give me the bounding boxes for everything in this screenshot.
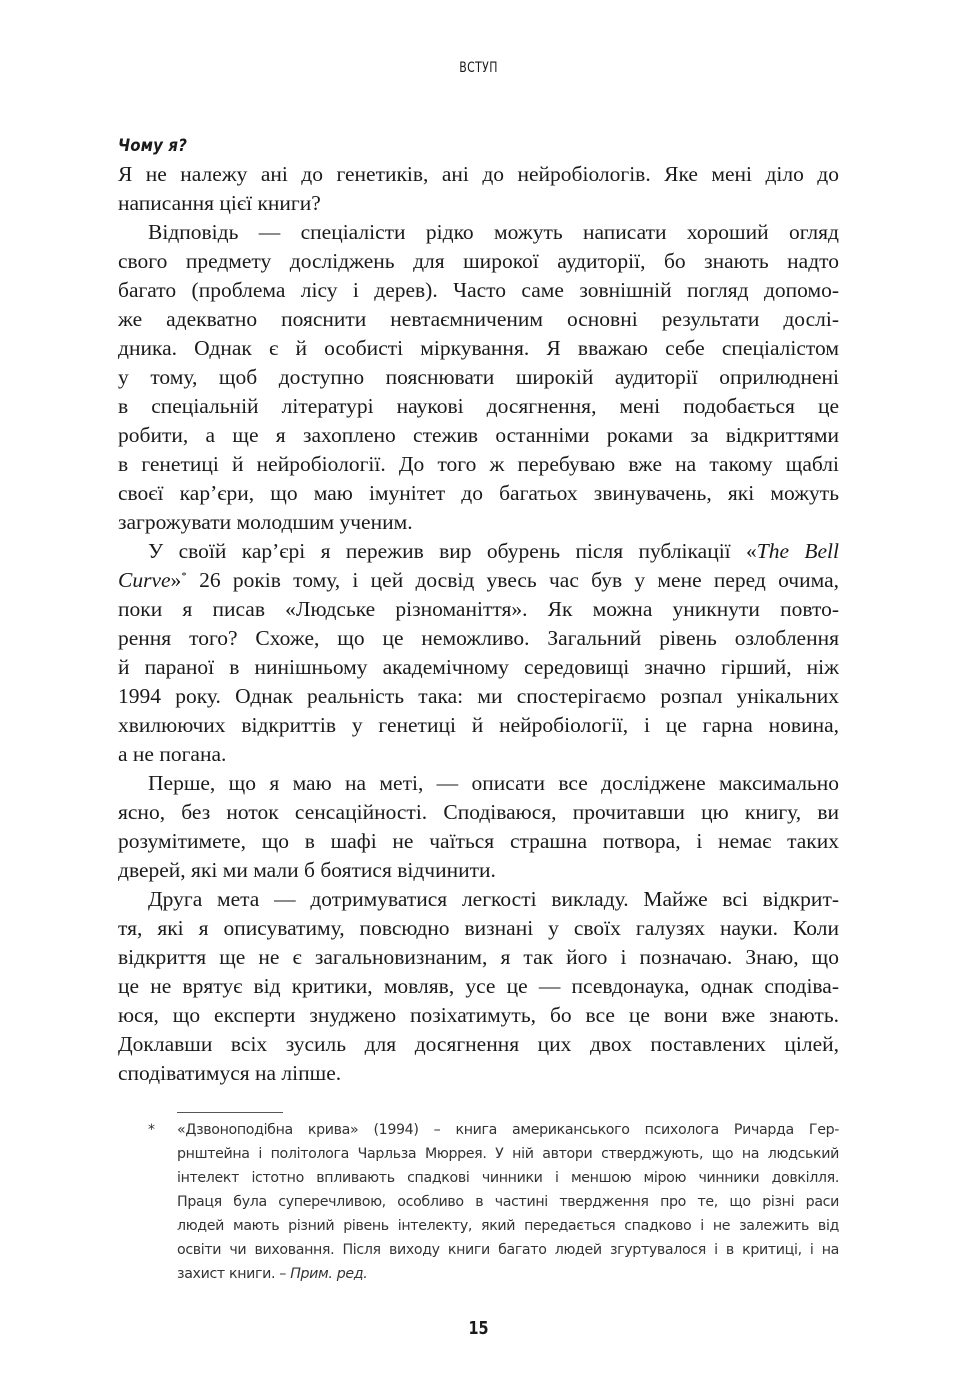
text-line: написання цієї книги?	[118, 191, 321, 215]
footnote-line: інтелект істотно впливають спадкові чинники і меншою мірою чинники довкілля.	[177, 1170, 839, 1186]
book-title: The Bell	[756, 539, 840, 563]
text-line: дверей, які ми мали б боятися відчинити.	[118, 858, 496, 882]
text-line: Доклавши всіх зусиль для досягнення цих двох поставлених цілей,	[118, 1032, 839, 1056]
text-line: багато (проблема лісу і дерев). Часто саме зовнішній погляд допомо-	[118, 278, 839, 302]
text-line: відкриття ще не є загальновизнаним, я так його і позначаю. Знаю, що	[118, 945, 839, 969]
text-line: у тому, щоб доступно пояснювати широкій аудиторії оприлюднені	[118, 365, 839, 389]
text-line: своєї кар’єри, що маю імунітет до багатьох звинувачень, які можуть	[118, 481, 839, 505]
text-line: 1994 року. Однак реальність така: ми спостерігаємо розпал унікальних	[118, 684, 839, 708]
footnote-ref[interactable]: *	[181, 570, 187, 582]
text-line: розумітимете, що в шафі не чаїться страшна потвора, і немає таких	[118, 829, 839, 853]
footnote-line: захист книги. – Прим. ред.	[177, 1266, 368, 1282]
text-line: це не врятує від критики, мовляв, усе це — псевдонаука, однак сподіва-	[118, 974, 839, 998]
footnote-text	[177, 1118, 839, 1286]
paragraph	[118, 160, 839, 218]
text-line: й параної в нинішньому академічному середовищі значно гірший, ніж	[118, 655, 839, 679]
text-line: сподіватимуся на ліпше.	[118, 1061, 342, 1085]
text-line: Відповідь — спеціалісти рідко можуть написати хороший огляд	[148, 220, 839, 244]
editor-note: Прим. ред.	[290, 1266, 368, 1282]
text-line: Curve»* 26 років тому, і цей досвід увесь час був у мене перед очима,	[118, 568, 840, 592]
text-line: робити, а ще я захоплено стежив останніми роками за відкриттями	[118, 423, 839, 447]
text-line: а не погана.	[118, 742, 227, 766]
paragraph	[118, 885, 839, 1088]
text-line: тя, які я описуватиму, повсюдно визнані у своїх галузях науки. Коли	[118, 916, 839, 940]
text-line: рення того? Схоже, що це неможливо. Загальний рівень озлоблення	[118, 626, 839, 650]
text-line: ясно, без ноток сенсаційності. Сподіваюся, прочитавши цю книгу, ви	[118, 800, 839, 824]
footnote-line: людей мають різний рівень інтелекту, який передається спадково і не залежить від	[177, 1218, 839, 1234]
footnote-divider	[177, 1112, 283, 1113]
book-title: Curve	[118, 568, 171, 592]
text-line: свого предмету досліджень для широкої аудиторії, бо знають надто	[118, 249, 839, 273]
text-line: же адекватно пояснити невтаємниченим основні результати дослі-	[118, 307, 839, 331]
footnote-line: освіти чи виховання. Після виходу книги багато людей згуртувалося і в критиці, і на	[177, 1242, 839, 1258]
paragraph	[118, 537, 839, 769]
footnote-line: Праця була суперечливою, особливо в частині твердження про те, що різні раси	[177, 1194, 839, 1210]
text-line: Я не належу ані до генетиків, ані до нейробіологів. Яке мені діло до	[118, 162, 839, 186]
text-line: Друга мета — дотримуватися легкості викладу. Майже всі відкрит-	[148, 887, 839, 911]
text-line: дника. Однак є й особисті міркування. Я вважаю себе спеціалістом	[118, 336, 839, 360]
text-line: Перше, що я маю на меті, — описати все досліджене максимально	[148, 771, 839, 795]
text-line: поки я писав «Людське різноманіття». Як можна уникнути повто-	[118, 597, 839, 621]
paragraph	[118, 769, 839, 885]
text-line: загрожувати молодшим ученим.	[118, 510, 413, 534]
paragraph	[118, 218, 839, 537]
footnote-line: рнштейна і політолога Чарльза Мюррея. У ній автори стверджують, що на людський	[177, 1146, 839, 1162]
footnote-mark: *	[148, 1122, 155, 1138]
text-line: У своїй кар’єрі я пережив вир обурень після публікації «The Bell	[148, 539, 840, 563]
footnote-line: «Дзвоноподібна крива» (1994) – книга американського психолога Ричарда Гер-	[177, 1122, 839, 1138]
text-line: юся, що експерти знуджено позіхатимуть, бо все це вони вже знають.	[118, 1003, 839, 1027]
text-line: в спеціальній літературі наукові досягнення, мені подобається це	[118, 394, 839, 418]
running-head: ВСТУП	[459, 60, 498, 76]
section-title: Чому я?	[118, 136, 188, 156]
page-number: 15	[468, 1318, 489, 1339]
page-body	[118, 132, 839, 1088]
text-line: в генетиці й нейробіології. До того ж перебуваю вже на такому щаблі	[118, 452, 839, 476]
text-line: хвилюючих відкриттів у генетиці й нейробіології, і це гарна новина,	[118, 713, 839, 737]
main-text	[118, 160, 839, 1088]
